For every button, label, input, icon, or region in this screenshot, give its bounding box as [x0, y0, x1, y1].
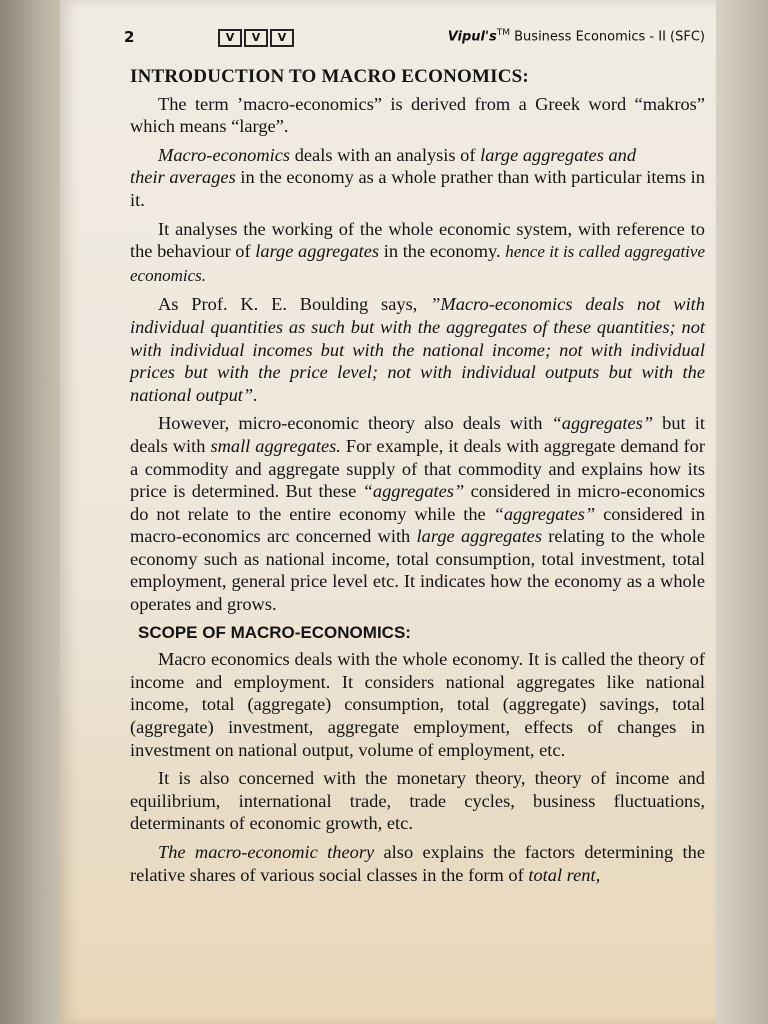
text-run: deals with an analysis of [290, 144, 481, 165]
text-run: For example, it deals with aggregate demand for a commodity and aggregate supply of that commodity and explains how its price is determined. But these [130, 435, 705, 502]
italic-term: small aggregates. [210, 435, 341, 456]
text-run: in the economy as a whole prather than with particular items in it. [130, 167, 705, 210]
book-title-header [448, 28, 705, 44]
paragraph-working [130, 218, 705, 288]
text-run: but it deals with [130, 413, 705, 456]
paragraph-monetary: It is also concerned with the monetary theory, theory of income and equilibrium, international trade, trade cycles, business fluctuations, determinants of economic growth, etc. [130, 768, 705, 834]
section-heading-scope: SCOPE OF MACRO-ECONOMICS: [138, 622, 411, 642]
book-title: Business Economics - II (SFC) [510, 29, 705, 45]
italic-term: their averages [130, 167, 236, 188]
page-number: 2 [124, 28, 135, 46]
publisher-logo [218, 29, 300, 49]
brand-name: Vipul's [447, 29, 497, 45]
paragraph-analysis [130, 144, 705, 212]
paragraph-boulding-quote [130, 293, 705, 406]
text-run: It analyses the working of the whole economic system, with reference to the behaviour of [130, 218, 705, 262]
italic-term: “aggregates” [493, 503, 596, 524]
text-run: in the economy. [379, 241, 506, 262]
section-heading-introduction: INTRODUCTION TO MACRO ECONOMICS: [130, 66, 529, 87]
text-run: As Prof. K. E. Boulding says, [158, 294, 431, 315]
italic-term: “aggregates” [362, 481, 465, 502]
italic-term: total rent, [528, 864, 601, 885]
page-right-edge [716, 0, 768, 1024]
text-run: relating to the whole economy such as national income, total consumption, total investment, total employment, general price level etc. It indicates how the economy as a whole operates and grows. [130, 526, 706, 615]
italic-term: The macro-economic theory [158, 842, 375, 862]
running-header [120, 26, 705, 54]
logo-mark: V [218, 29, 242, 47]
text-run: However, micro-economic theory also deals with [158, 413, 552, 434]
italic-quote: ”Macro-economics deals not with individual quantities as such but with the aggregates of these quantities; not with individual incomes but with the national income; not with individual prices but with the price level; not with individual outputs but with the national output”. [130, 294, 705, 405]
trademark-sign: TM [496, 28, 510, 38]
text-run: considered in macro-economics arc concerned with [130, 503, 705, 547]
paragraph-definition: The term ’macro-economics” is derived from a Greek word “makros” which means “large”. [130, 93, 705, 137]
logo-mark: V [270, 29, 294, 47]
text-run: considered in micro-economics do not relate to the entire economy while the [130, 481, 705, 524]
paragraph-distribution [130, 841, 705, 886]
italic-term: Macro-economics [158, 144, 291, 165]
italic-term: large aggregates [416, 526, 543, 547]
italic-term: large aggregates [480, 144, 604, 165]
paragraph-micro-comparison [130, 412, 705, 615]
page-body [130, 66, 705, 892]
logo-mark: V [244, 29, 268, 47]
text-run: also explains the factors determining the relative shares of various social classes in the form of [130, 842, 705, 885]
italic-term: “aggregates” [551, 413, 654, 434]
italic-term: large aggregates [255, 241, 380, 262]
italic-term: hence it is called aggregative economics. [130, 242, 705, 285]
italic-term: and [603, 144, 637, 165]
paragraph-scope: Macro economics deals with the whole economy. It is called the theory of income and employment. It considers national aggregates like national income, total (aggregate) consumption, total (aggregate) savings, total (aggregate) investment, aggregate employment, effects of changes in investment on national output, volume of employment, etc. [130, 649, 705, 760]
